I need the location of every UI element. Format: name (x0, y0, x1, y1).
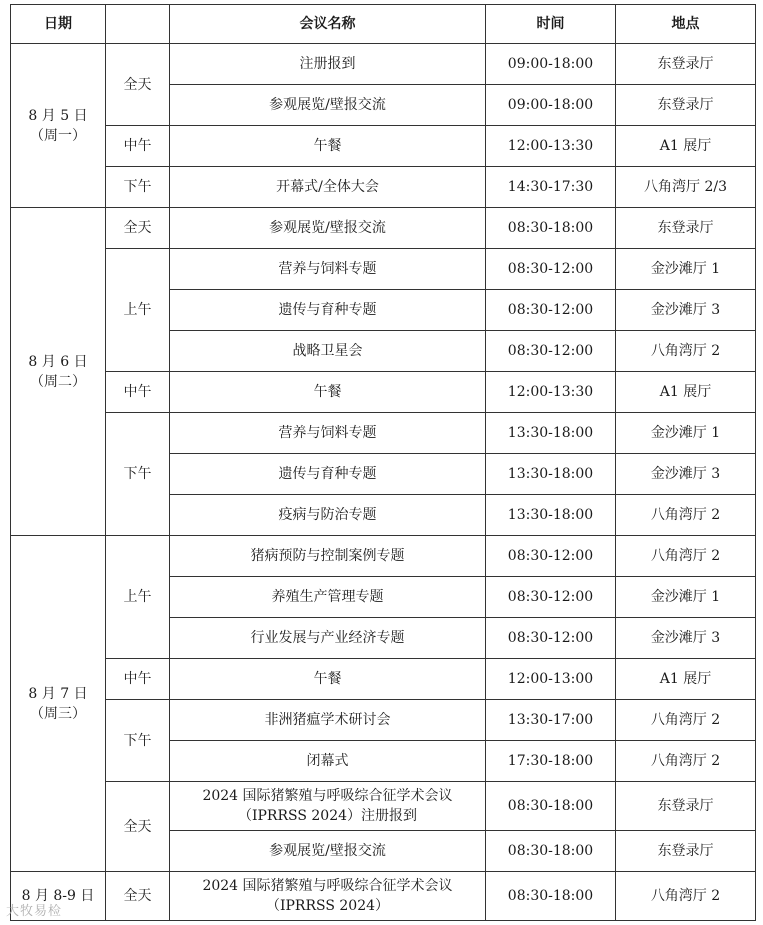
session-name: 午餐 (170, 126, 486, 167)
header-name: 会议名称 (170, 5, 486, 44)
table-row (11, 249, 756, 290)
date-cell: 8 月 5 日 （周一） (11, 44, 106, 208)
date-cell: 8 月 6 日 （周二） (11, 208, 106, 536)
session-time: 08:30-12:00 (486, 249, 616, 290)
session-name: 营养与饲料专题 (170, 413, 486, 454)
session-name: 闭幕式 (170, 741, 486, 782)
period-cell: 中午 (106, 126, 170, 167)
session-venue: 金沙滩厅 3 (616, 290, 756, 331)
session-venue: 东登录厅 (616, 208, 756, 249)
period-cell: 上午 (106, 536, 170, 659)
period-cell: 中午 (106, 372, 170, 413)
session-name: 开幕式/全体大会 (170, 167, 486, 208)
table-row (11, 782, 756, 831)
session-venue: 八角湾厅 2 (616, 700, 756, 741)
session-time: 08:30-12:00 (486, 618, 616, 659)
session-venue: 金沙滩厅 1 (616, 413, 756, 454)
session-time: 13:30-17:00 (486, 700, 616, 741)
session-name: 午餐 (170, 659, 486, 700)
header-venue: 地点 (616, 5, 756, 44)
session-time: 08:30-18:00 (486, 782, 616, 831)
date-cell: 8 月 7 日 （周三） (11, 536, 106, 872)
session-time: 13:30-18:00 (486, 413, 616, 454)
session-venue: 八角湾厅 2 (616, 495, 756, 536)
session-venue: 东登录厅 (616, 85, 756, 126)
session-name: 注册报到 (170, 44, 486, 85)
table-row (11, 126, 756, 167)
session-venue: 金沙滩厅 3 (616, 618, 756, 659)
period-cell: 全天 (106, 782, 170, 872)
table-row (11, 659, 756, 700)
table-row (11, 413, 756, 454)
session-venue: A1 展厅 (616, 372, 756, 413)
session-time: 08:30-18:00 (486, 208, 616, 249)
session-time: 08:30-12:00 (486, 290, 616, 331)
session-venue: 东登录厅 (616, 44, 756, 85)
session-name: 参观展览/壁报交流 (170, 208, 486, 249)
table-row (11, 372, 756, 413)
period-cell: 全天 (106, 44, 170, 126)
table-row (11, 872, 756, 921)
session-name: 战略卫星会 (170, 331, 486, 372)
session-time: 09:00-18:00 (486, 85, 616, 126)
session-name: 参观展览/壁报交流 (170, 831, 486, 872)
session-venue: 金沙滩厅 1 (616, 249, 756, 290)
schedule-table (10, 4, 756, 921)
session-venue: A1 展厅 (616, 126, 756, 167)
session-time: 13:30-18:00 (486, 454, 616, 495)
period-cell: 中午 (106, 659, 170, 700)
header-date: 日期 (11, 5, 106, 44)
table-row (11, 167, 756, 208)
session-time: 08:30-12:00 (486, 536, 616, 577)
period-cell: 下午 (106, 700, 170, 782)
table-row (11, 536, 756, 577)
period-cell: 全天 (106, 872, 170, 921)
session-name: 猪病预防与控制案例专题 (170, 536, 486, 577)
session-time: 14:30-17:30 (486, 167, 616, 208)
session-time: 12:00-13:30 (486, 372, 616, 413)
table-row (11, 700, 756, 741)
session-time: 12:00-13:00 (486, 659, 616, 700)
period-cell: 下午 (106, 413, 170, 536)
watermark: 大牧易检 (6, 904, 63, 919)
session-name: 遗传与育种专题 (170, 454, 486, 495)
session-venue: 东登录厅 (616, 782, 756, 831)
period-cell: 下午 (106, 167, 170, 208)
session-time: 17:30-18:00 (486, 741, 616, 782)
period-cell: 全天 (106, 208, 170, 249)
header-period (106, 5, 170, 44)
period-cell: 上午 (106, 249, 170, 372)
session-venue: 金沙滩厅 3 (616, 454, 756, 495)
session-time: 12:00-13:30 (486, 126, 616, 167)
session-name: 疫病与防治专题 (170, 495, 486, 536)
session-time: 08:30-18:00 (486, 872, 616, 921)
session-time: 08:30-12:00 (486, 577, 616, 618)
session-time: 09:00-18:00 (486, 44, 616, 85)
session-name: 非洲猪瘟学术研讨会 (170, 700, 486, 741)
header-time: 时间 (486, 5, 616, 44)
session-venue: 八角湾厅 2 (616, 741, 756, 782)
session-name: 午餐 (170, 372, 486, 413)
table-row (11, 44, 756, 85)
session-venue: A1 展厅 (616, 659, 756, 700)
session-name: 2024 国际猪繁殖与呼吸综合征学术会议 （IPRRSS 2024） (170, 872, 486, 921)
session-name: 养殖生产管理专题 (170, 577, 486, 618)
table-row (11, 208, 756, 249)
session-venue: 八角湾厅 2 (616, 331, 756, 372)
session-venue: 八角湾厅 2 (616, 536, 756, 577)
session-name: 参观展览/壁报交流 (170, 85, 486, 126)
session-venue: 八角湾厅 2/3 (616, 167, 756, 208)
session-venue: 东登录厅 (616, 831, 756, 872)
session-name: 遗传与育种专题 (170, 290, 486, 331)
header-row (11, 5, 756, 44)
session-time: 08:30-12:00 (486, 331, 616, 372)
session-name: 行业发展与产业经济专题 (170, 618, 486, 659)
date-cell: 8 月 8-9 日 (11, 872, 106, 921)
session-time: 13:30-18:00 (486, 495, 616, 536)
session-venue: 八角湾厅 2 (616, 872, 756, 921)
session-name: 2024 国际猪繁殖与呼吸综合征学术会议 （IPRRSS 2024）注册报到 (170, 782, 486, 831)
session-name: 营养与饲料专题 (170, 249, 486, 290)
session-venue: 金沙滩厅 1 (616, 577, 756, 618)
session-time: 08:30-18:00 (486, 831, 616, 872)
